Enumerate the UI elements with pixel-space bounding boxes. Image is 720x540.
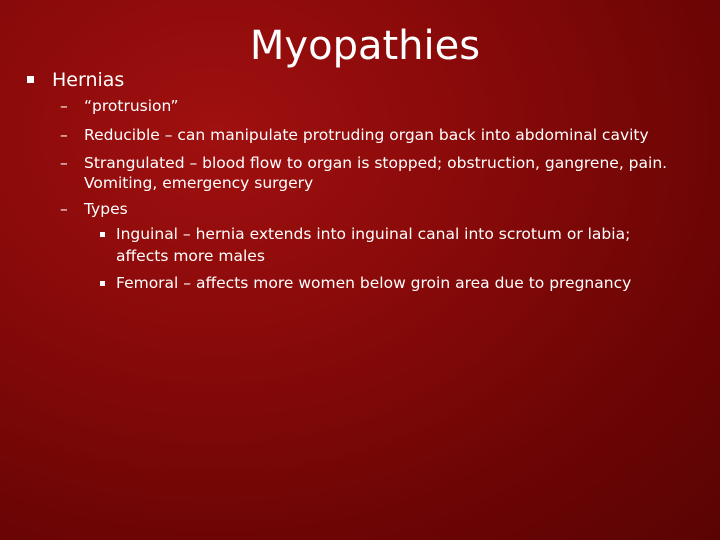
sub-sub-bullet-inguinal-line2: affects more males <box>116 247 265 265</box>
sub-bullet-types: Types <box>84 200 128 218</box>
sub-bullet-reducible: Reducible – can manipulate protruding organ back into abdominal cavity <box>84 126 649 144</box>
sub-bullet-strangulated-line2: Vomiting, emergency surgery <box>84 174 314 192</box>
small-square-bullet-icon <box>100 281 105 286</box>
sub-bullet-strangulated-line1: Strangulated – blood flow to organ is stopped; obstruction, gangrene, pain. <box>84 154 668 172</box>
sub-bullet-protrusion: “protrusion” <box>84 97 179 115</box>
dash-bullet-icon: – <box>60 154 68 172</box>
dash-bullet-icon: – <box>60 126 68 144</box>
dash-bullet-icon: – <box>60 200 68 218</box>
slide-title: Myopathies <box>249 23 481 69</box>
bullet-hernias: Hernias <box>52 69 125 91</box>
dash-bullet-icon: – <box>60 97 68 115</box>
sub-sub-bullet-femoral: Femoral – affects more women below groin area due to pregnancy <box>116 274 632 292</box>
sub-sub-bullet-inguinal-line1: Inguinal – hernia extends into inguinal canal into scrotum or labia; <box>116 225 631 243</box>
small-square-bullet-icon <box>100 232 105 237</box>
square-bullet-icon <box>27 76 34 83</box>
